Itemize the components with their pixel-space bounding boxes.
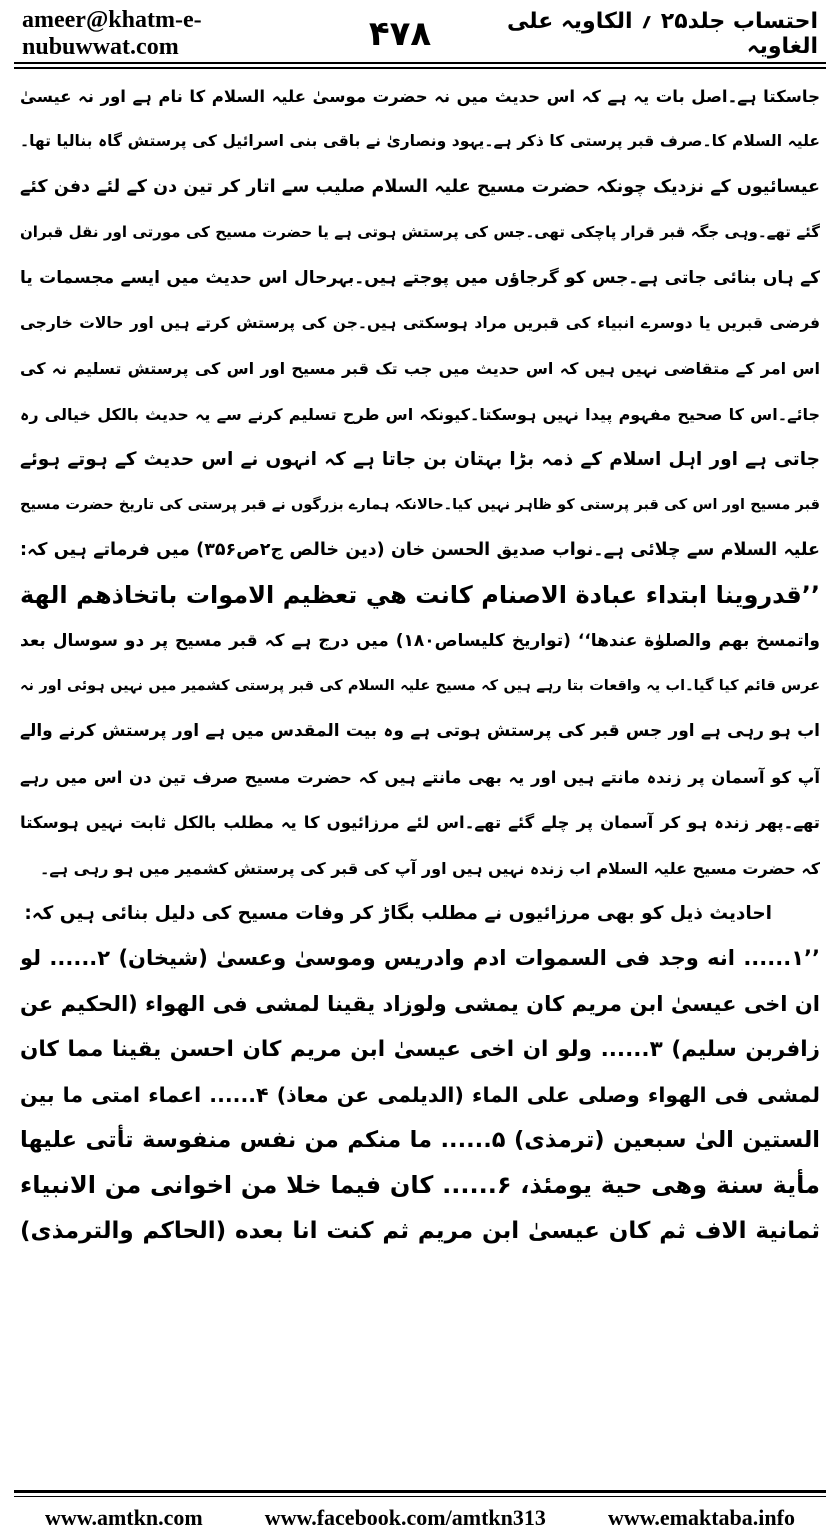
body-line: عیسائیوں کے نزدیک چونکہ حضرت مسیح علیہ السلام صلیب سے اتار کر تین دن کے لئے دفن کئے — [20, 176, 820, 197]
body-line: جائے۔اس کا صحیح مفہوم پیدا نہیں ہوسکتا۔کیونکہ اس طرح تسلیم کرنے سے یہ حدیث بالکل خیالی رہ — [20, 404, 820, 424]
body-line: اس امر کے متقاضی نہیں ہیں کہ اس حدیث میں جب تک قبر مسیح اور اس کی پرستش تسلیم نہ کی — [20, 359, 820, 379]
footer-link-emaktaba[interactable]: www.emaktaba.info — [607, 1505, 795, 1530]
body-line: کے ہاں بنائی جاتی ہے۔جس کو گرجاؤں میں پوجتے ہیں۔بہرحال اس حدیث میں ایسے مجسمات یا — [20, 267, 820, 288]
arabic-quote-line: ’’قدروینا ابتداء عبادة الاصنام كانت هي تعظيم الاموات باتخاذهم الهة — [20, 581, 820, 610]
running-title: احتساب جلد۲۵ ؍ الکاویہ علی الغاویہ — [506, 9, 818, 59]
header-left — [22, 7, 431, 61]
body-line: فرضی قبریں یا دوسرے انبیاء کی قبریں مراد ہوسکتی ہیں۔جن کی پرستش کرتے ہیں اور حالات خارجی — [20, 313, 820, 332]
header-rule — [14, 62, 826, 69]
hadith-line: ثمانية الاف ثم كان عيسیٰ ابن مريم ثم كنت انا بعده (الحاكم والترمذی) — [20, 1217, 820, 1244]
hadith-line: لمشی فی الهواء وصلی علی الماء (الديلمی عن معاذ) ۴...... اعماء امتی ما بين — [20, 1082, 820, 1107]
body-line: احادیث ذیل کو بھی مرزائیوں نے مطلب بگاڑ کر وفات مسیح کی دلیل بنائی ہیں کہ: — [24, 903, 772, 925]
body-line: عرس قائم کیا گیا۔اب یہ واقعات بتا رہے ہیں کہ مسیح علیہ السلام کی قبر پرستی کشمیر میں نہیں ہوئی اور نہ — [20, 678, 820, 695]
hadith-line: ’’۱...... انه وجد فی السموات ادم وادريس وموسیٰ وعسیٰ (شيخان) ۲...... لو — [20, 946, 820, 971]
hadith-line: الستين الیٰ سبعين (ترمذی) ۵...... ما منكم من نفس منفوسة تأتی عليها — [20, 1126, 820, 1153]
page-footer — [14, 1502, 826, 1534]
body-line: جاتی ہے اور اہل اسلام کے ذمہ بڑا بہتان بن جاتا ہے کہ انہوں نے اس حدیث کے ہوتے ہوئے — [20, 449, 820, 471]
body-line: گئے تھے۔وہی جگہ قبر قرار پاچکی تھی۔جس کی پرستش ہوتی ہے یا حضرت مسیح کی مورتی اور نقل قبران — [20, 223, 820, 242]
page-body — [20, 74, 820, 1254]
body-line: علیہ السلام سے چلائی ہے۔نواب صدیق الحسن خان (دین خالص ج۲ص۳۵۶) میں فرماتے ہیں کہ: — [20, 539, 820, 560]
page-number: ۴۷۸ — [368, 14, 432, 54]
body-line: قبر مسیح اور اس کی قبر پرستی کو ظاہر نہیں کیا۔حالانکہ ہمارے بزرگوں نے قبر پرستی کی تاریخ حضرت مسیح — [20, 496, 820, 513]
body-line: تھے۔پھر زندہ ہو کر آسمان پر چلے گئے تھے۔اس لئے مرزائیوں کا یہ مطلب بالکل ثابت نہیں ہوسکتا — [20, 813, 820, 833]
body-line: اب ہو رہی ہے اور جس قبر کی پرستش ہوتی ہے وہ بیت المقدس میں ہے اور پرستش کرنے والے — [20, 721, 820, 742]
hadith-line: مأية سنة وهی حية يومئذ، ۶...... كان فيما خلا من اخوانی من الانبياء — [20, 1171, 820, 1200]
body-line: واتمسخ بهم والصلوٰة عندها‘‘ (تواریخ کلیساص۱۸۰) میں درج ہے کہ قبر مسیح پر دو سوسال بعد — [20, 630, 820, 651]
hadith-line: زافربن سليم) ۳...... ولو ان اخی عيسیٰ ابن مريم كان احسن يقينا مما كان — [20, 1037, 820, 1063]
footer-link-amtkn[interactable]: www.amtkn.com — [45, 1505, 203, 1530]
header-email: ameer@khatm-e-nubuwwat.com — [22, 7, 202, 60]
body-line: کہ حضرت مسیح علیہ السلام اب زندہ نہیں ہیں اور آپ کی قبر کی پرستش کشمیر میں ہو رہی ہے۔ — [39, 858, 820, 878]
body-line: علیہ السلام کا۔صرف قبر پرستی کا ذکر ہے۔یہود ونصاریٰ نے باقی بنی اسرائیل کی پرستش گاہ بنالیا تھا۔ — [20, 132, 820, 151]
hadith-line: ان اخی عيسیٰ ابن مريم كان يمشی ولوزاد يقينا لمشی فی الهواء (الحكيم عن — [20, 991, 820, 1016]
body-line: آپ کو آسمان پر زندہ مانتے ہیں اور یہ بھی مانتے ہیں کہ حضرت مسیح صرف تین دن اس میں رہے — [20, 767, 820, 787]
body-line: جاسکتا ہے۔اصل بات یہ ہے کہ اس حدیث میں نہ حضرت موسیٰ علیہ السلام کا نام ہے اور نہ عیسیٰ — [20, 87, 820, 106]
footer-link-facebook[interactable]: www.facebook.com/amtkn313 — [264, 1505, 546, 1530]
footer-rule — [14, 1490, 826, 1497]
page-header — [22, 8, 818, 60]
